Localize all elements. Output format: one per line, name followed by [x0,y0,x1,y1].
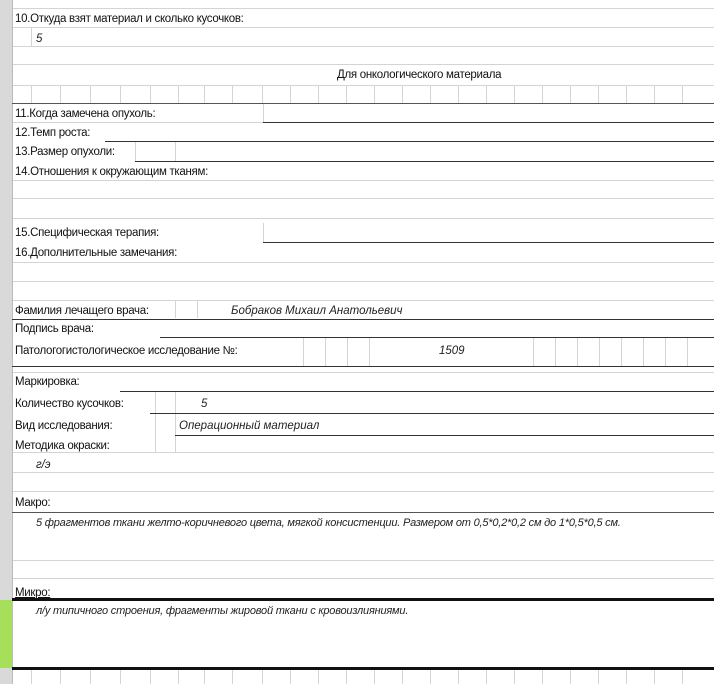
gridline [12,180,714,181]
field-value-source[interactable]: 5 [36,33,43,45]
gridline [12,46,714,47]
gridline [60,670,61,684]
gridline [654,85,655,103]
gridline [120,85,121,103]
gridline [643,338,644,366]
gridline [150,85,151,103]
border-line [12,103,714,104]
field-label-marking: Маркировка: [15,376,80,388]
field-value-staining[interactable]: г/э [36,459,51,471]
gridline [654,670,655,684]
gridline [290,670,291,684]
gridline [263,103,264,122]
field-label-patho-number: Патологогистологическое исследование №: [15,345,238,357]
gridline [204,670,205,684]
gridline [318,85,319,103]
gridline [12,8,714,9]
field-value-macro[interactable]: 5 фрагментов ткани желто-коричневого цвета, мягкой консистенции. Размером от 0,5*0,2*0,2 см до 1*0,5*0,5 см. [36,517,621,529]
gridline [555,338,556,366]
border-line [12,598,714,601]
selected-row-indicator [0,600,12,668]
gridline [369,338,370,366]
gridline [175,142,176,161]
gridline [232,670,233,684]
field-value-doctor[interactable]: Бобраков Михаил Анатольевич [231,305,403,317]
field-value-micro[interactable]: л/у типичного строения, фрагменты жировой ткани с кровоизлияниями. [36,605,409,617]
border-line [12,319,714,320]
gridline [12,491,714,492]
gridline [120,670,121,684]
gridline [570,670,571,684]
gridline [682,670,683,684]
gridline [90,85,91,103]
gridline [155,392,156,452]
gridline [542,85,543,103]
field-label-staining: Методика окраски: [15,440,110,452]
gridline [533,338,534,366]
gridline [12,85,714,86]
gridline [621,338,622,366]
field-value-patho-number[interactable]: 1509 [439,345,465,357]
gridline [178,85,179,103]
gridline [262,670,263,684]
gridline [12,64,714,65]
field-label-doctor: Фамилия лечащего врача: [15,305,149,317]
field-label-tumor-size: 13.Размер опухоли: [15,146,115,158]
gridline [150,670,151,684]
gridline [598,85,599,103]
gridline [135,142,136,161]
gridline [430,670,431,684]
gridline [626,670,627,684]
field-value-pieces[interactable]: 5 [201,398,208,410]
gridline [232,85,233,103]
border-line [12,667,714,670]
gridline [486,670,487,684]
gridline [687,338,688,366]
field-label-surrounding-tissue: 14.Отношения к окружающим тканям: [15,166,208,178]
border-line [263,242,714,243]
gridline [12,218,714,219]
gridline [12,27,714,28]
gridline [458,85,459,103]
gridline [599,338,600,366]
gridline [31,670,32,684]
gridline [60,85,61,103]
field-label-pieces: Количество кусочков: [15,398,124,410]
gridline [12,300,714,301]
gridline [12,560,714,561]
gridline [263,223,264,242]
border-line [12,366,714,367]
border-line [12,512,714,513]
gridline [12,452,714,453]
field-value-study-type[interactable]: Операционный материал [179,420,320,432]
field-label-additional-notes: 16.Дополнительные замечания: [15,247,177,259]
gridline [12,372,714,373]
section-heading-oncology: Для онкологического материала [337,69,502,81]
gridline [303,338,304,366]
field-label-specific-therapy: 15.Специфическая терапия: [15,227,159,239]
gridline [577,338,578,366]
field-label-study-type: Вид исследования: [15,420,113,432]
gridline [31,27,32,46]
gridline [12,472,714,473]
gridline [178,670,179,684]
gridline [682,85,683,103]
gridline [12,198,714,199]
border-line [160,337,714,338]
border-line [263,122,714,123]
gridline [514,670,515,684]
gridline [430,85,431,103]
gridline [486,85,487,103]
border-line [120,391,714,392]
gridline [12,262,714,263]
gridline [514,85,515,103]
gridline [626,85,627,103]
gridline [346,670,347,684]
gridline [402,670,403,684]
gridline [262,85,263,103]
gridline [204,85,205,103]
gridline [90,670,91,684]
gridline [542,670,543,684]
gridline [570,85,571,103]
gridline [175,300,176,318]
field-label-signature: Подпись врача: [15,323,94,335]
border-line [175,435,714,436]
gridline [12,281,714,282]
gridline [402,85,403,103]
gridline [374,85,375,103]
border-line [135,161,714,162]
gridline [175,392,176,452]
gridline [346,85,347,103]
gridline [197,300,198,318]
gridline [12,578,714,579]
gridline [458,670,459,684]
border-line [105,141,714,142]
field-label-growth-rate: 12.Темп роста: [15,127,91,139]
gridline [318,670,319,684]
field-label-micro: Микро: [15,587,51,599]
field-label-macro: Макро: [15,497,51,509]
field-label-tumor-noticed: 11.Когда замечена опухоль: [15,108,156,120]
gridline [31,85,32,103]
border-line [150,413,714,414]
gridline [665,338,666,366]
row-header-strip [0,0,12,684]
gridline [290,85,291,103]
gridline [374,670,375,684]
field-label-source: 10.Откуда взят материал и сколько кусочков: [15,13,244,25]
gridline [347,338,348,366]
gridline [325,338,326,366]
gridline [598,670,599,684]
